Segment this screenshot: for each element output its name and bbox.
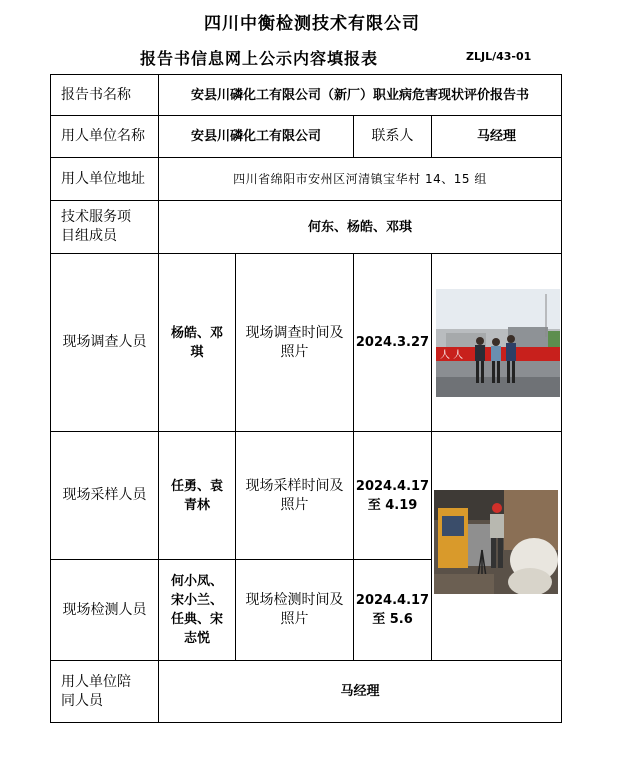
- employer-label: 用人单位名称: [50, 115, 159, 158]
- testing-time-label: 现场检测时间及照片: [235, 559, 354, 661]
- testing-people: 何小凤、宋小兰、任典、宋志悦: [158, 559, 236, 661]
- info-table: [50, 74, 562, 723]
- form-title: 报告书信息网上公示内容填报表: [140, 49, 379, 68]
- sampling-photo-cell: [431, 431, 562, 661]
- banner-text: 人 人: [440, 350, 464, 361]
- team-label: 技术服务项目组成员: [50, 200, 159, 254]
- survey-time-label: 现场调查时间及照片: [235, 253, 354, 432]
- testing-label: 现场检测人员: [50, 559, 159, 661]
- sampling-label: 现场采样人员: [50, 431, 159, 560]
- survey-time: 2024.3.27: [353, 253, 432, 432]
- form-code: ZLJL/43-01: [466, 50, 532, 63]
- testing-time: 2024.4.17 至 5.6: [353, 559, 432, 661]
- escort-label: 用人单位陪同人员: [50, 660, 159, 723]
- employer-value: 安县川磷化工有限公司: [158, 115, 354, 158]
- sampling-time-label: 现场采样时间及照片: [235, 431, 354, 560]
- sampling-time: 2024.4.17 至 4.19: [353, 431, 432, 560]
- survey-photo: [436, 289, 560, 397]
- contact-label: 联系人: [353, 115, 432, 158]
- team-value: 何东、杨皓、邓琪: [158, 200, 562, 254]
- report-name-label: 报告书名称: [50, 74, 159, 116]
- sampling-people: 任勇、袁青林: [158, 431, 236, 560]
- survey-photo-cell: [431, 253, 562, 432]
- contact-value: 马经理: [431, 115, 562, 158]
- sampling-photo: [434, 490, 558, 594]
- report-name-value: 安县川磷化工有限公司（新厂）职业病危害现状评价报告书: [158, 74, 562, 116]
- escort-value: 马经理: [158, 660, 562, 723]
- company-title: 四川中衡检测技术有限公司: [204, 14, 420, 34]
- survey-people: 杨皓、邓琪: [158, 253, 236, 432]
- survey-label: 现场调查人员: [50, 253, 159, 432]
- address-value: 四川省绵阳市安州区河清镇宝华村 14、15 组: [158, 157, 562, 201]
- address-label: 用人单位地址: [50, 157, 159, 201]
